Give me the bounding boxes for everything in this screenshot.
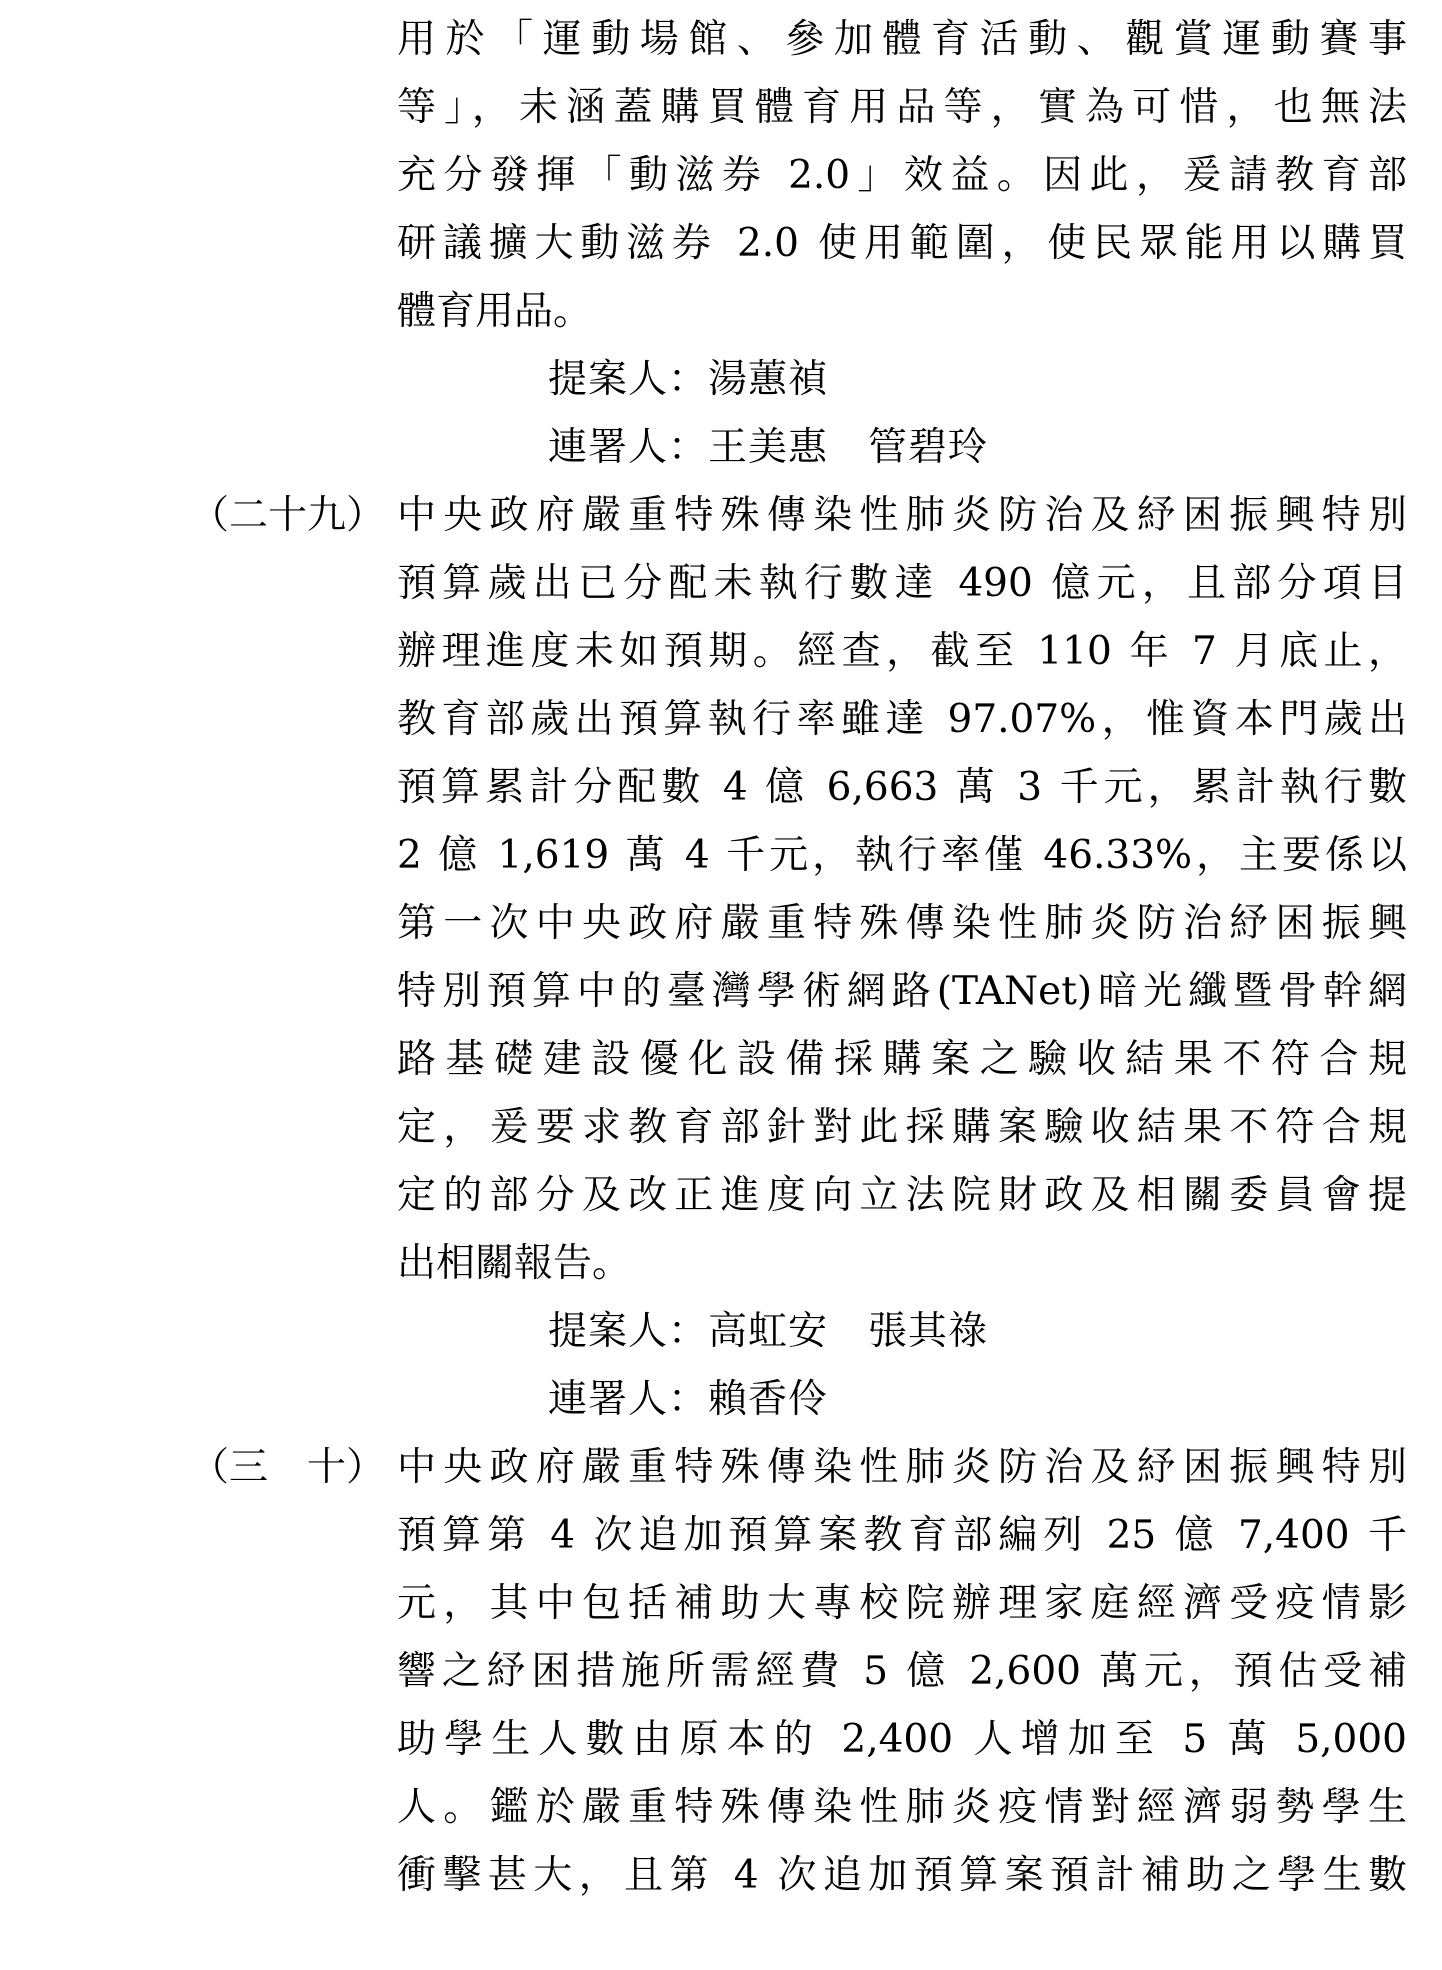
item-number-30: （三 十）	[190, 1445, 386, 1490]
paragraph-line: 充分發揮「動滋券 2.0」效益。因此，爰請教育部	[397, 153, 1407, 198]
paragraph-line: 中央政府嚴重特殊傳染性肺炎防治及紓困振興特別	[397, 1445, 1407, 1490]
proposer-line: 提案人：湯蕙禎	[548, 357, 829, 402]
paragraph-line: 用於「運動場館、參加體育活動、觀賞運動賽事	[397, 17, 1407, 62]
paragraph-line: 體育用品。	[397, 289, 593, 334]
paragraph-line: 元，其中包括補助大專校院辦理家庭經濟受疫情影	[397, 1581, 1407, 1626]
proposer-line: 提案人：高虹安 張其祿	[548, 1309, 989, 1354]
paragraph-line: 第一次中央政府嚴重特殊傳染性肺炎防治紓困振興	[397, 901, 1407, 946]
paragraph-line: 出相關報告。	[397, 1241, 632, 1286]
item-number-29: （二十九）	[190, 493, 386, 538]
paragraph-line: 響之紓困措施所需經費 5 億 2,600 萬元，預估受補	[397, 1649, 1407, 1694]
cosigner-line: 連署人：賴香伶	[548, 1377, 829, 1422]
paragraph-line: 辦理進度未如預期。經查，截至 110 年 7 月底止，	[397, 629, 1407, 674]
paragraph-line: 教育部歲出預算執行率雖達 97.07%，惟資本門歲出	[397, 697, 1407, 742]
paragraph-line: 定，爰要求教育部針對此採購案驗收結果不符合規	[397, 1105, 1407, 1150]
paragraph-line: 研議擴大動滋券 2.0 使用範圍，使民眾能用以購買	[397, 221, 1407, 266]
paragraph-line: 衝擊甚大，且第 4 次追加預算案預計補助之學生數	[397, 1853, 1407, 1898]
paragraph-line: 預算歲出已分配未執行數達 490 億元，且部分項目	[397, 561, 1407, 606]
paragraph-line: 定的部分及改正進度向立法院財政及相關委員會提	[397, 1173, 1407, 1218]
paragraph-line: 等」，未涵蓋購買體育用品等，實為可惜，也無法	[397, 85, 1407, 130]
paragraph-line: 特別預算中的臺灣學術網路(TANet)暗光纖暨骨幹網	[397, 969, 1407, 1014]
paragraph-line: 預算第 4 次追加預算案教育部編列 25 億 7,400 千	[397, 1513, 1407, 1558]
paragraph-line: 助學生人數由原本的 2,400 人增加至 5 萬 5,000	[397, 1717, 1407, 1762]
paragraph-line: 預算累計分配數 4 億 6,663 萬 3 千元，累計執行數	[397, 765, 1407, 810]
paragraph-line: 人。鑑於嚴重特殊傳染性肺炎疫情對經濟弱勢學生	[397, 1785, 1407, 1830]
paragraph-line: 2 億 1,619 萬 4 千元，執行率僅 46.33%，主要係以	[397, 833, 1407, 878]
cosigner-line: 連署人：王美惠 管碧玲	[548, 425, 989, 470]
paragraph-line: 中央政府嚴重特殊傳染性肺炎防治及紓困振興特別	[397, 493, 1407, 538]
paragraph-line: 路基礎建設優化設備採購案之驗收結果不符合規	[397, 1037, 1407, 1082]
